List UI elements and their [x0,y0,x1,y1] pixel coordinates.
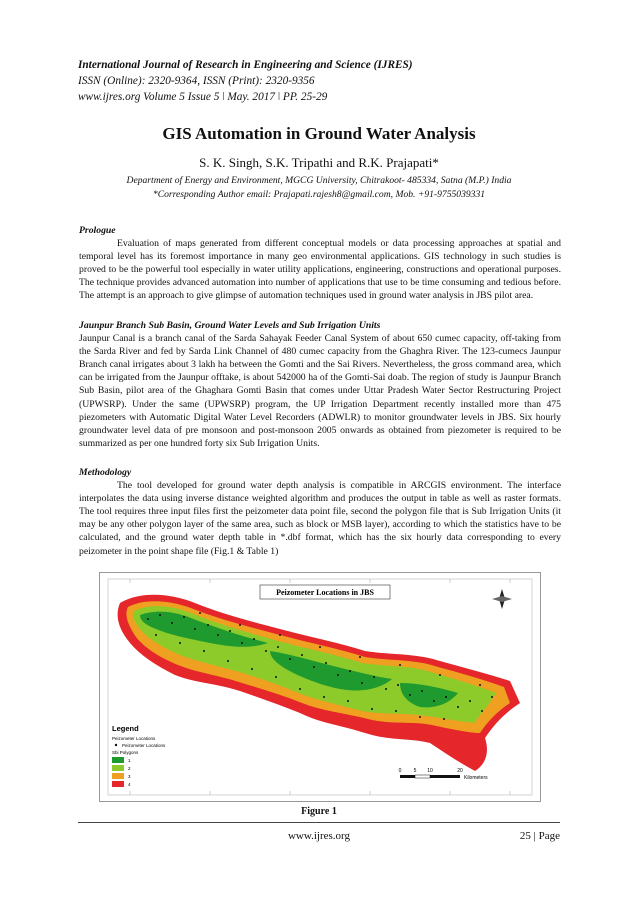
legend-swatch-4 [112,781,124,787]
footer-divider [78,822,560,823]
section-methodology [79,466,561,558]
legend-points-item: Peizometer Locations [122,743,166,748]
journal-header [78,57,578,105]
section-prologue [79,224,561,303]
figure-caption: Figure 1 [301,806,337,817]
corresponding-author: *Corresponding Author email: Prajapati.rajesh8@gmail.com, Mob. +91-9755039331 [152,188,486,200]
legend-swatch-3 [112,773,124,779]
scale-label: 5 [413,768,417,774]
legend-polygons-heading: Sbi Polygons [112,750,139,755]
paper-authors: S. K. Singh, S.K. Tripathi and R.K. Prajapati* [199,155,439,170]
map-legend [112,724,166,787]
piezometer-map [100,573,540,801]
legend-swatch-1 [112,757,124,763]
legend-class-label: 1 [128,758,131,763]
journal-issue: www.ijres.org Volume 5 Issue 5 ǀ May. 2017 ǀ PP. 25-29 [78,91,328,103]
affiliation: Department of Energy and Environment, MGCG University, Chitrakoot- 485334, Satna (M.P.) India [126,175,512,186]
figure-1-map [99,572,541,802]
legend-title: Legend [112,724,139,733]
north-arrow-icon [492,589,512,609]
section-heading: Jaunpur Branch Sub Basin, Ground Water Levels and Sub Irrigation Units [79,320,381,331]
scale-label: 10 [427,768,433,774]
author-affiliation-block [0,174,638,201]
scale-label: 0 [398,768,402,774]
footer-page-number: 25 | Page [519,830,560,842]
paper-title: GIS Automation in Ground Water Analysis [162,124,476,143]
section-heading: Methodology [79,467,132,478]
section-jaunpur-branch [79,319,561,450]
scale-label: 20 [457,768,463,774]
section-body: Evaluation of maps generated from different conceptual models or data processing approaches at spatial and temporal level has its foremost importance in many geo environmental applications. GIS technology in such studies is proved to be the powerful tool especially in water utility applications, engineering, constructions and operational purposes. The technique provides advanced automation into number of applications that use to be time consuming and tedious before. The attempt is an approach to give glimpse of automation techniques used in ground water analysis in JBS pilot area. [79,238,561,302]
legend-class-label: 4 [128,782,131,787]
legend-class-label: 2 [128,766,131,771]
section-body: The tool developed for ground water depth analysis is compatible in ARCGIS environment. The interface interpolates the data using inverse distance weighted algorithm and produces the output in table as well as raster formats. The tool requires three input files first the peizometer data point file, second the polygon file that is Sub Irrigation Units (it may be any other polygon layer of the same area, such as block or MSB layer), according to which the statistics have to be calculated, and the ground water depth table in *.dbf format, which has the six hourly data corresponding to every peizometer in the point shape file (Fig.1 & Table 1) [79,480,561,557]
journal-name: International Journal of Research in Engineering and Science (IJRES) [78,59,413,71]
legend-class-label: 3 [128,774,131,779]
section-body: Jaunpur Canal is a branch canal of the Sarda Sahayak Feeder Canal System of about 650 cumec capacity, off-taking from the Sarda River and fed by Sarda Link Channel of 480 cumec capacity from the Ghaghra River. The 123-cumecs Jaunpur Branch canal irrigates about 3 lakh ha between the Gomti and the Sai Rivers. Nevertheless, the gross command area, which can be irrigated from the Jaunpur offtake, is about 542000 ha of the Gomti-Sai doab. The region of study is Jaunpur Branch Sub Basin, pilot area of the Ghaghara Gomti Basin that comes under Uttar Pradesh Water Sector Restructuring Project (UPWSRP). Under the same (UPWSRP) program, the UP Irrigation Department recently installed more than 475 piezometers with Automatic Digital Water Level Recorders (ADWLR) to monitor groundwater levels in JBS. Six hourly groundwater level data of pre monsoon and post-monsoon 2005 onwards as obtained from piezometer is required to be summarized as per one hundred forty six Sub Irrigation Units. [79,333,561,449]
legend-points-heading: Peizometer Locations [112,736,156,741]
legend-point-symbol [115,744,117,746]
section-heading: Prologue [79,225,116,236]
journal-issn: ISSN (Online): 2320-9364, ISSN (Print): 2320-9356 [78,75,315,87]
map-title: Peizometer Locations in JBS [276,588,374,597]
scale-unit: Kilometers [464,775,488,781]
legend-swatch-2 [112,765,124,771]
footer-url: www.ijres.org [287,830,351,842]
